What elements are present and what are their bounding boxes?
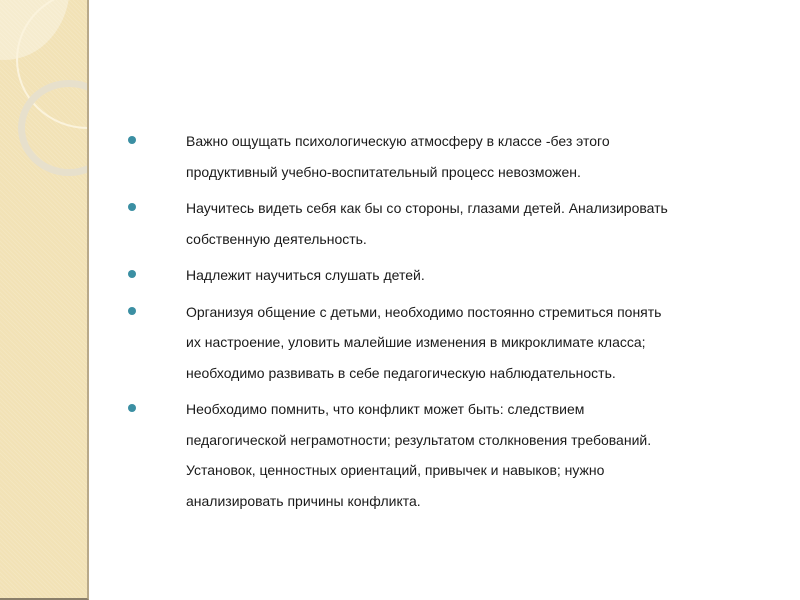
bullet-dot-icon xyxy=(128,270,136,278)
bullet-text-line: Научитесь видеть себя как бы со стороны, глазами детей. Анализировать xyxy=(186,200,668,216)
decorative-sidebar xyxy=(0,0,89,600)
bullet-text-line: Надлежит научиться слушать детей. xyxy=(186,267,425,283)
bullet-text-line: Установок, ценностных ориентаций, привычек и навыков; нужно xyxy=(186,462,605,478)
bullet-text-line: Важно ощущать психологическую атмосферу в классе -без этого xyxy=(186,133,610,149)
bullet-item xyxy=(128,394,768,516)
bullet-dot-icon xyxy=(128,136,136,144)
bullet-text-line: Необходимо помнить, что конфликт может быть: следствием xyxy=(186,401,585,417)
bullet-text-line: Организуя общение с детьми, необходимо постоянно стремиться понять xyxy=(186,303,662,320)
bullet-item xyxy=(128,126,768,187)
bullet-item xyxy=(128,260,768,291)
bullet-text-line: анализировать причины конфликта. xyxy=(186,492,421,509)
bullet-item xyxy=(128,297,768,389)
bullet-text-line: собственную деятельность. xyxy=(186,230,367,247)
bullet-text-line: их настроение, уловить малейшие изменения в микроклимате класса; xyxy=(186,334,646,350)
bullet-text-line: продуктивный учебно-воспитательный процесс невозможен. xyxy=(186,163,581,180)
bullet-item xyxy=(128,193,768,254)
bullet-dot-icon xyxy=(128,307,136,315)
bullet-dot-icon xyxy=(128,404,136,412)
bullet-text-line: педагогической неграмотности; результатом столкновения требований. xyxy=(186,431,652,448)
bullet-dot-icon xyxy=(128,203,136,211)
bullet-list xyxy=(128,126,768,522)
bullet-text-line: необходимо развивать в себе педагогическую наблюдательность. xyxy=(186,364,616,381)
